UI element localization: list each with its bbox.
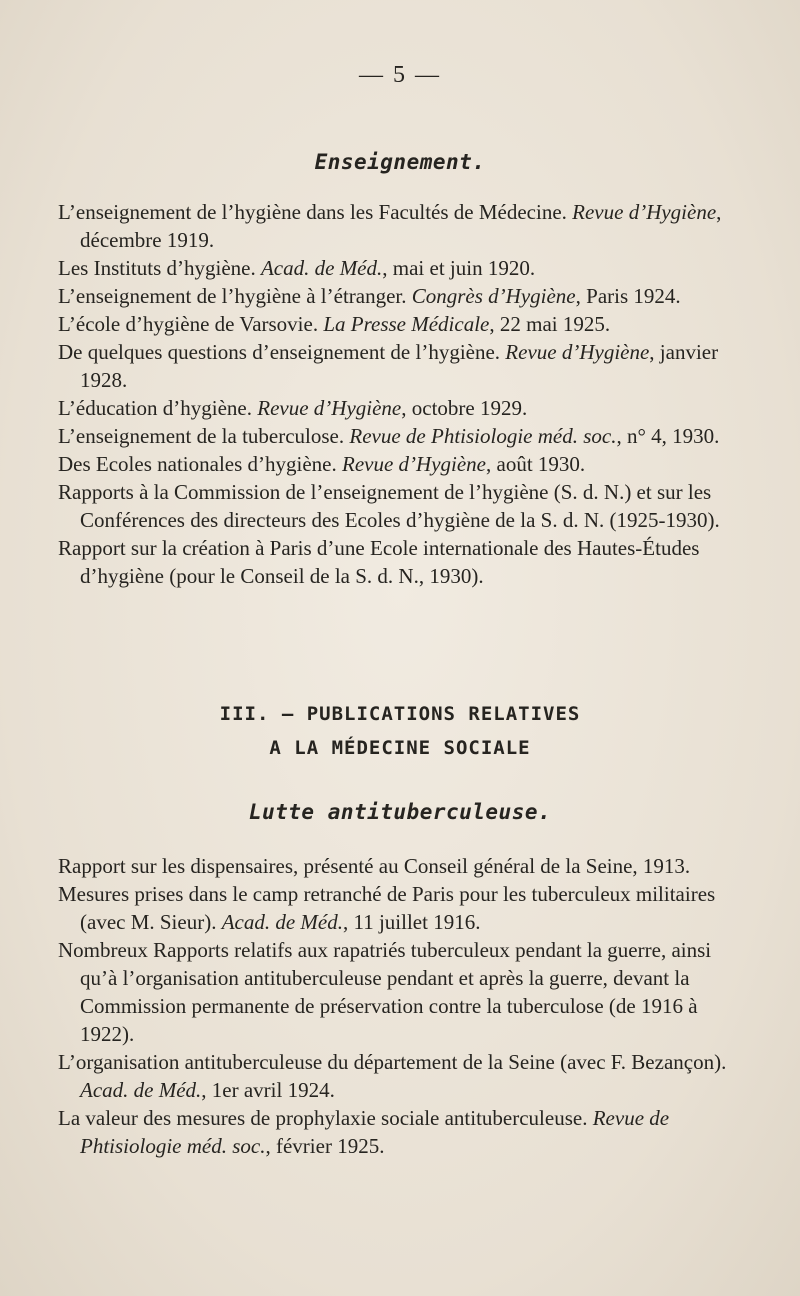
list-item: L’école d’hygiène de Varsovie. La Presse Médicale, 22 mai 1925. [58,312,611,336]
list-item: De quelques questions d’enseignement de l’hygiène. Revue d’Hygiène, janvier 1928. [58,340,719,392]
list-item: Rapport sur les dispensaires, présenté au Conseil général de la Seine, 1913. [58,854,691,878]
section-title-lutte: Lutte antituberculeuse. [248,800,552,824]
list-item: Des Ecoles nationales d’hygiène. Revue d’Hygiène, août 1930. [58,452,586,476]
list-item: Les Instituts d’hygiène. Acad. de Méd., mai et juin 1920. [58,256,536,280]
list-item: L’enseignement de l’hygiène à l’étranger. Congrès d’Hygiène, Paris 1924. [58,284,681,308]
list-item: L’enseignement de l’hygiène dans les Facultés de Médecine. Revue d’Hygiène, décembre 1919. [58,200,722,252]
list-item: L’enseignement de la tuberculose. Revue de Phtisiologie méd. soc., n° 4, 1930. [58,424,720,448]
part-title-line-2: A LA MÉDECINE SOCIALE [269,737,531,759]
list-item: Rapports à la Commission de l’enseignement de l’hygiène (S. d. N.) et sur les Conférences des directeurs des Ecoles d’hygiène de la S. d. N. (1925-1930). [58,480,720,532]
list-item: Nombreux Rapports relatifs aux rapatriés tuberculeux pendant la guerre, ainsi qu’à l’organisation antituberculeuse pendant et après la guerre, devant la Commission permanente de préservation contre la tuberculose (de 1916 à 1922). [58,938,712,1046]
list-item: Rapport sur la création à Paris d’une Ecole internationale des Hautes-Études d’hygiène (pour le Conseil de la S. d. N., 1930). [58,536,700,588]
section-title-enseignement: Enseignement. [314,150,486,174]
part-title-line-1: III. — PUBLICATIONS RELATIVES [219,703,581,725]
enseignement-list [58,198,748,590]
list-item: L’organisation antituberculeuse du département de la Seine (avec F. Bezançon). Acad. de Méd., 1er avril 1924. [58,1050,727,1102]
list-item: La valeur des mesures de prophylaxie sociale antituberculeuse. Revue de Phtisiologie méd. soc., février 1925. [58,1106,670,1158]
lutte-list [58,852,748,1160]
list-item: L’éducation d’hygiène. Revue d’Hygiène, octobre 1929. [58,396,528,420]
list-item: Mesures prises dans le camp retranché de Paris pour les tuberculeux militaires (avec M. Sieur). Acad. de Méd., 11 juillet 1916. [58,882,716,934]
page-number: — 5 — [359,62,441,88]
